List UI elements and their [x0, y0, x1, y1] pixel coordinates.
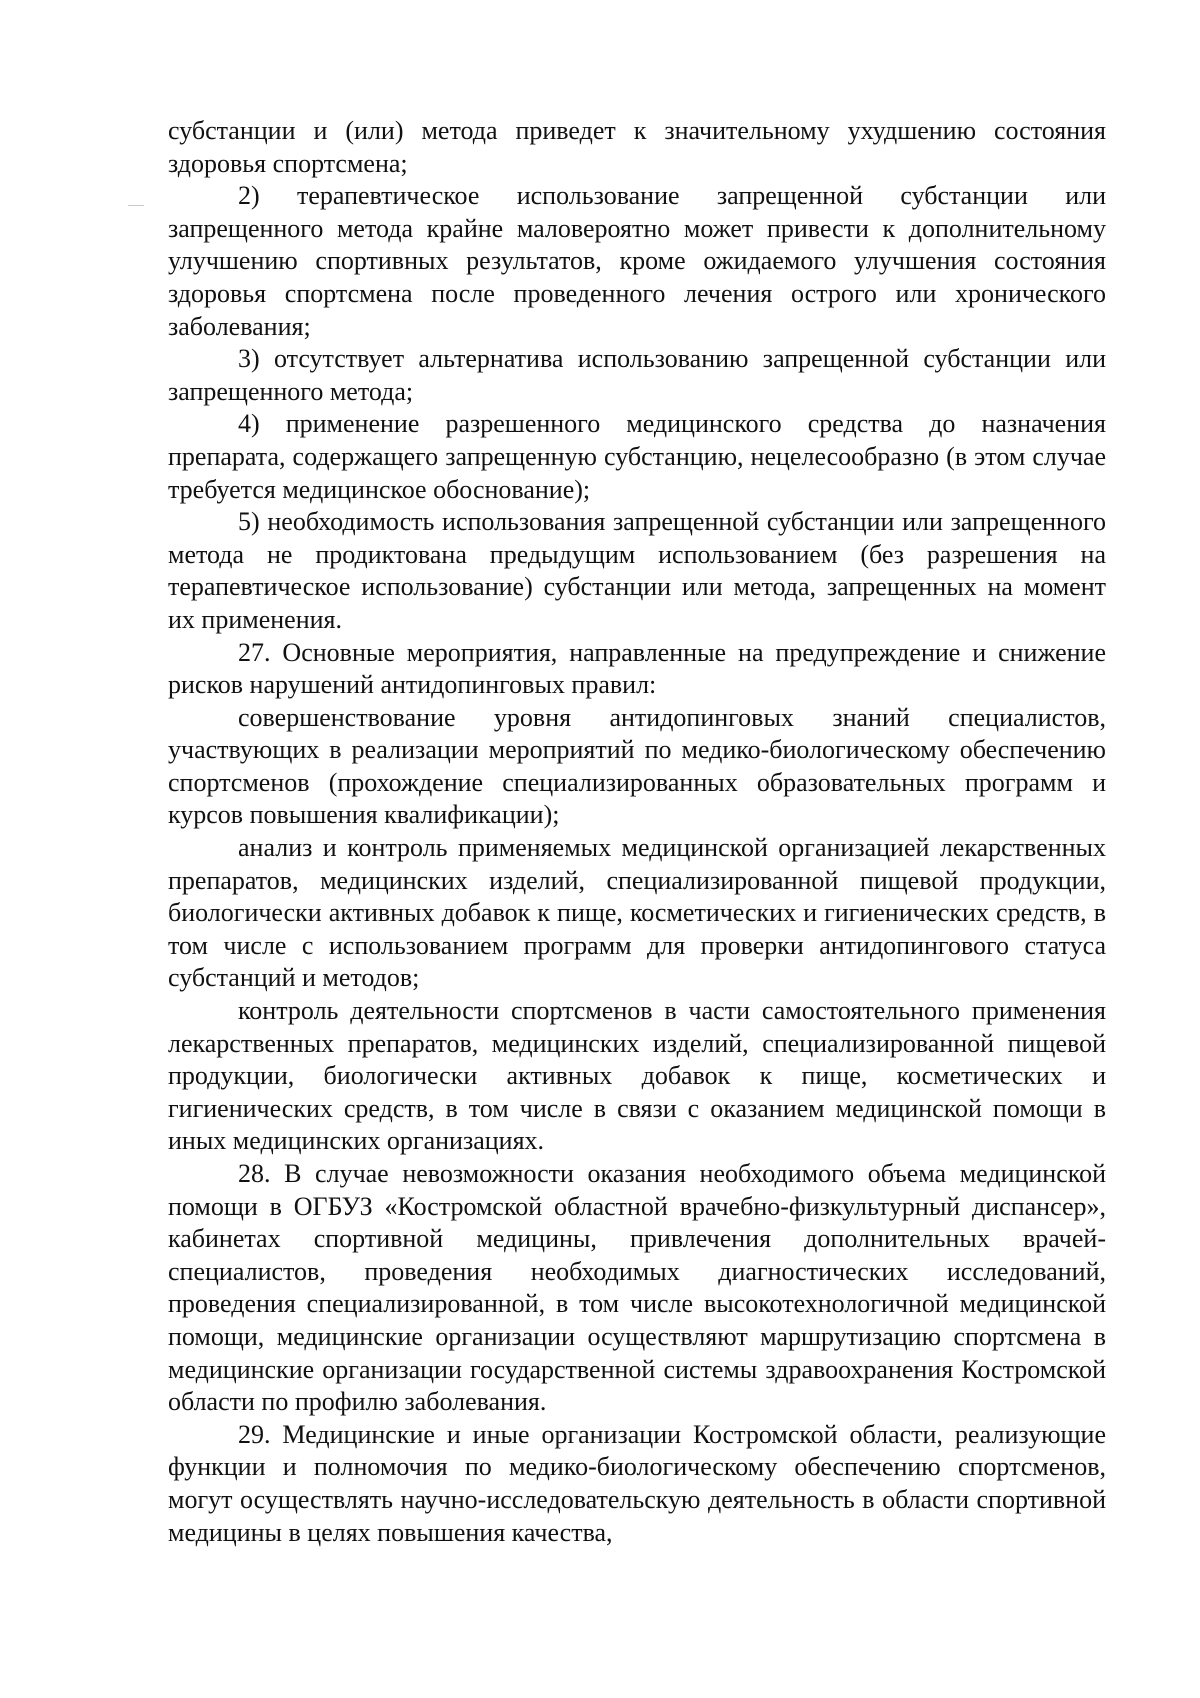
paragraph-clause-27-measure-2: анализ и контроль применяемых медицинской организацией лекарственных препаратов, медицинских изделий, специализированной пищевой продукции, биологически активных добавок к пище, косметических и гигиенических средств, в том числе с использованием программ для проверки антидопингового статуса субстанций и методов; — [168, 833, 1106, 993]
paragraph-clause-27-measure-1: совершенствование уровня антидопинговых знаний специалистов, участвующих в реализации мероприятий по медико-биологическому обеспечению спортсменов (прохождение специализированных образовательных программ и курсов повышения квалификации); — [168, 702, 1106, 830]
paragraph-clause-29: 29. Медицинские и иные организации Костромской области, реализующие функции и полномочия по медико-биологическому обеспечению спортсменов, могут осуществлять научно-исследовательскую деятельность в области спортивной медицины в целях повышения качества, — [168, 1419, 1106, 1547]
paragraph-continuation: субстанции и (или) метода приведет к значительному ухудшению состояния здоровья спортсмена; — [168, 116, 1106, 178]
paragraph-item-5: 5) необходимость использования запрещенной субстанции или запрещенного метода не продиктована предыдущим использованием (без разрешения на терапевтическое использование) субстанции или метода, запрещенных на момент их применения. — [168, 507, 1106, 634]
paragraph-item-3: 3) отсутствует альтернатива использованию запрещенной субстанции или запрещенного метода; — [168, 344, 1106, 406]
paragraph-item-2: 2) терапевтическое использование запрещенной субстанции или запрещенного метода крайне маловероятно может привести к дополнительному улучшению спортивных результатов, кроме ожидаемого улучшения состояния здоровья спортсмена после проведенного лечения острого или хронического заболевания; — [168, 181, 1106, 341]
margin-mark — [128, 205, 144, 206]
paragraph-clause-28: 28. В случае невозможности оказания необходимого объема медицинской помощи в ОГБУЗ «Костромской областной врачебно-физкультурный диспансер», кабинетах спортивной медицины, привлечения дополнительных врачей-специалистов, проведения необходимых диагностических исследований, проведения специализированной, в том числе высокотехнологичной медицинской помощи, медицинские организации осуществляют маршрутизацию спортсмена в медицинские организации государственной системы здравоохранения Костромской области по профилю заболевания. — [168, 1159, 1106, 1417]
paragraph-clause-27-measure-3: контроль деятельности спортсменов в части самостоятельного применения лекарственных препаратов, медицинских изделий, специализированной пищевой продукции, биологически активных добавок к пище, косметических и гигиенических средств, в том числе в связи с оказанием медицинской помощи в иных медицинских организациях. — [168, 996, 1106, 1156]
document-body — [168, 115, 1106, 1549]
paragraph-item-4: 4) применение разрешенного медицинского средства до назначения препарата, содержащего запрещенную субстанцию, нецелесообразно (в этом случае требуется медицинское обоснование); — [168, 409, 1106, 504]
paragraph-clause-27: 27. Основные мероприятия, направленные на предупреждение и снижение рисков нарушений антидопинговых правил: — [168, 637, 1106, 700]
